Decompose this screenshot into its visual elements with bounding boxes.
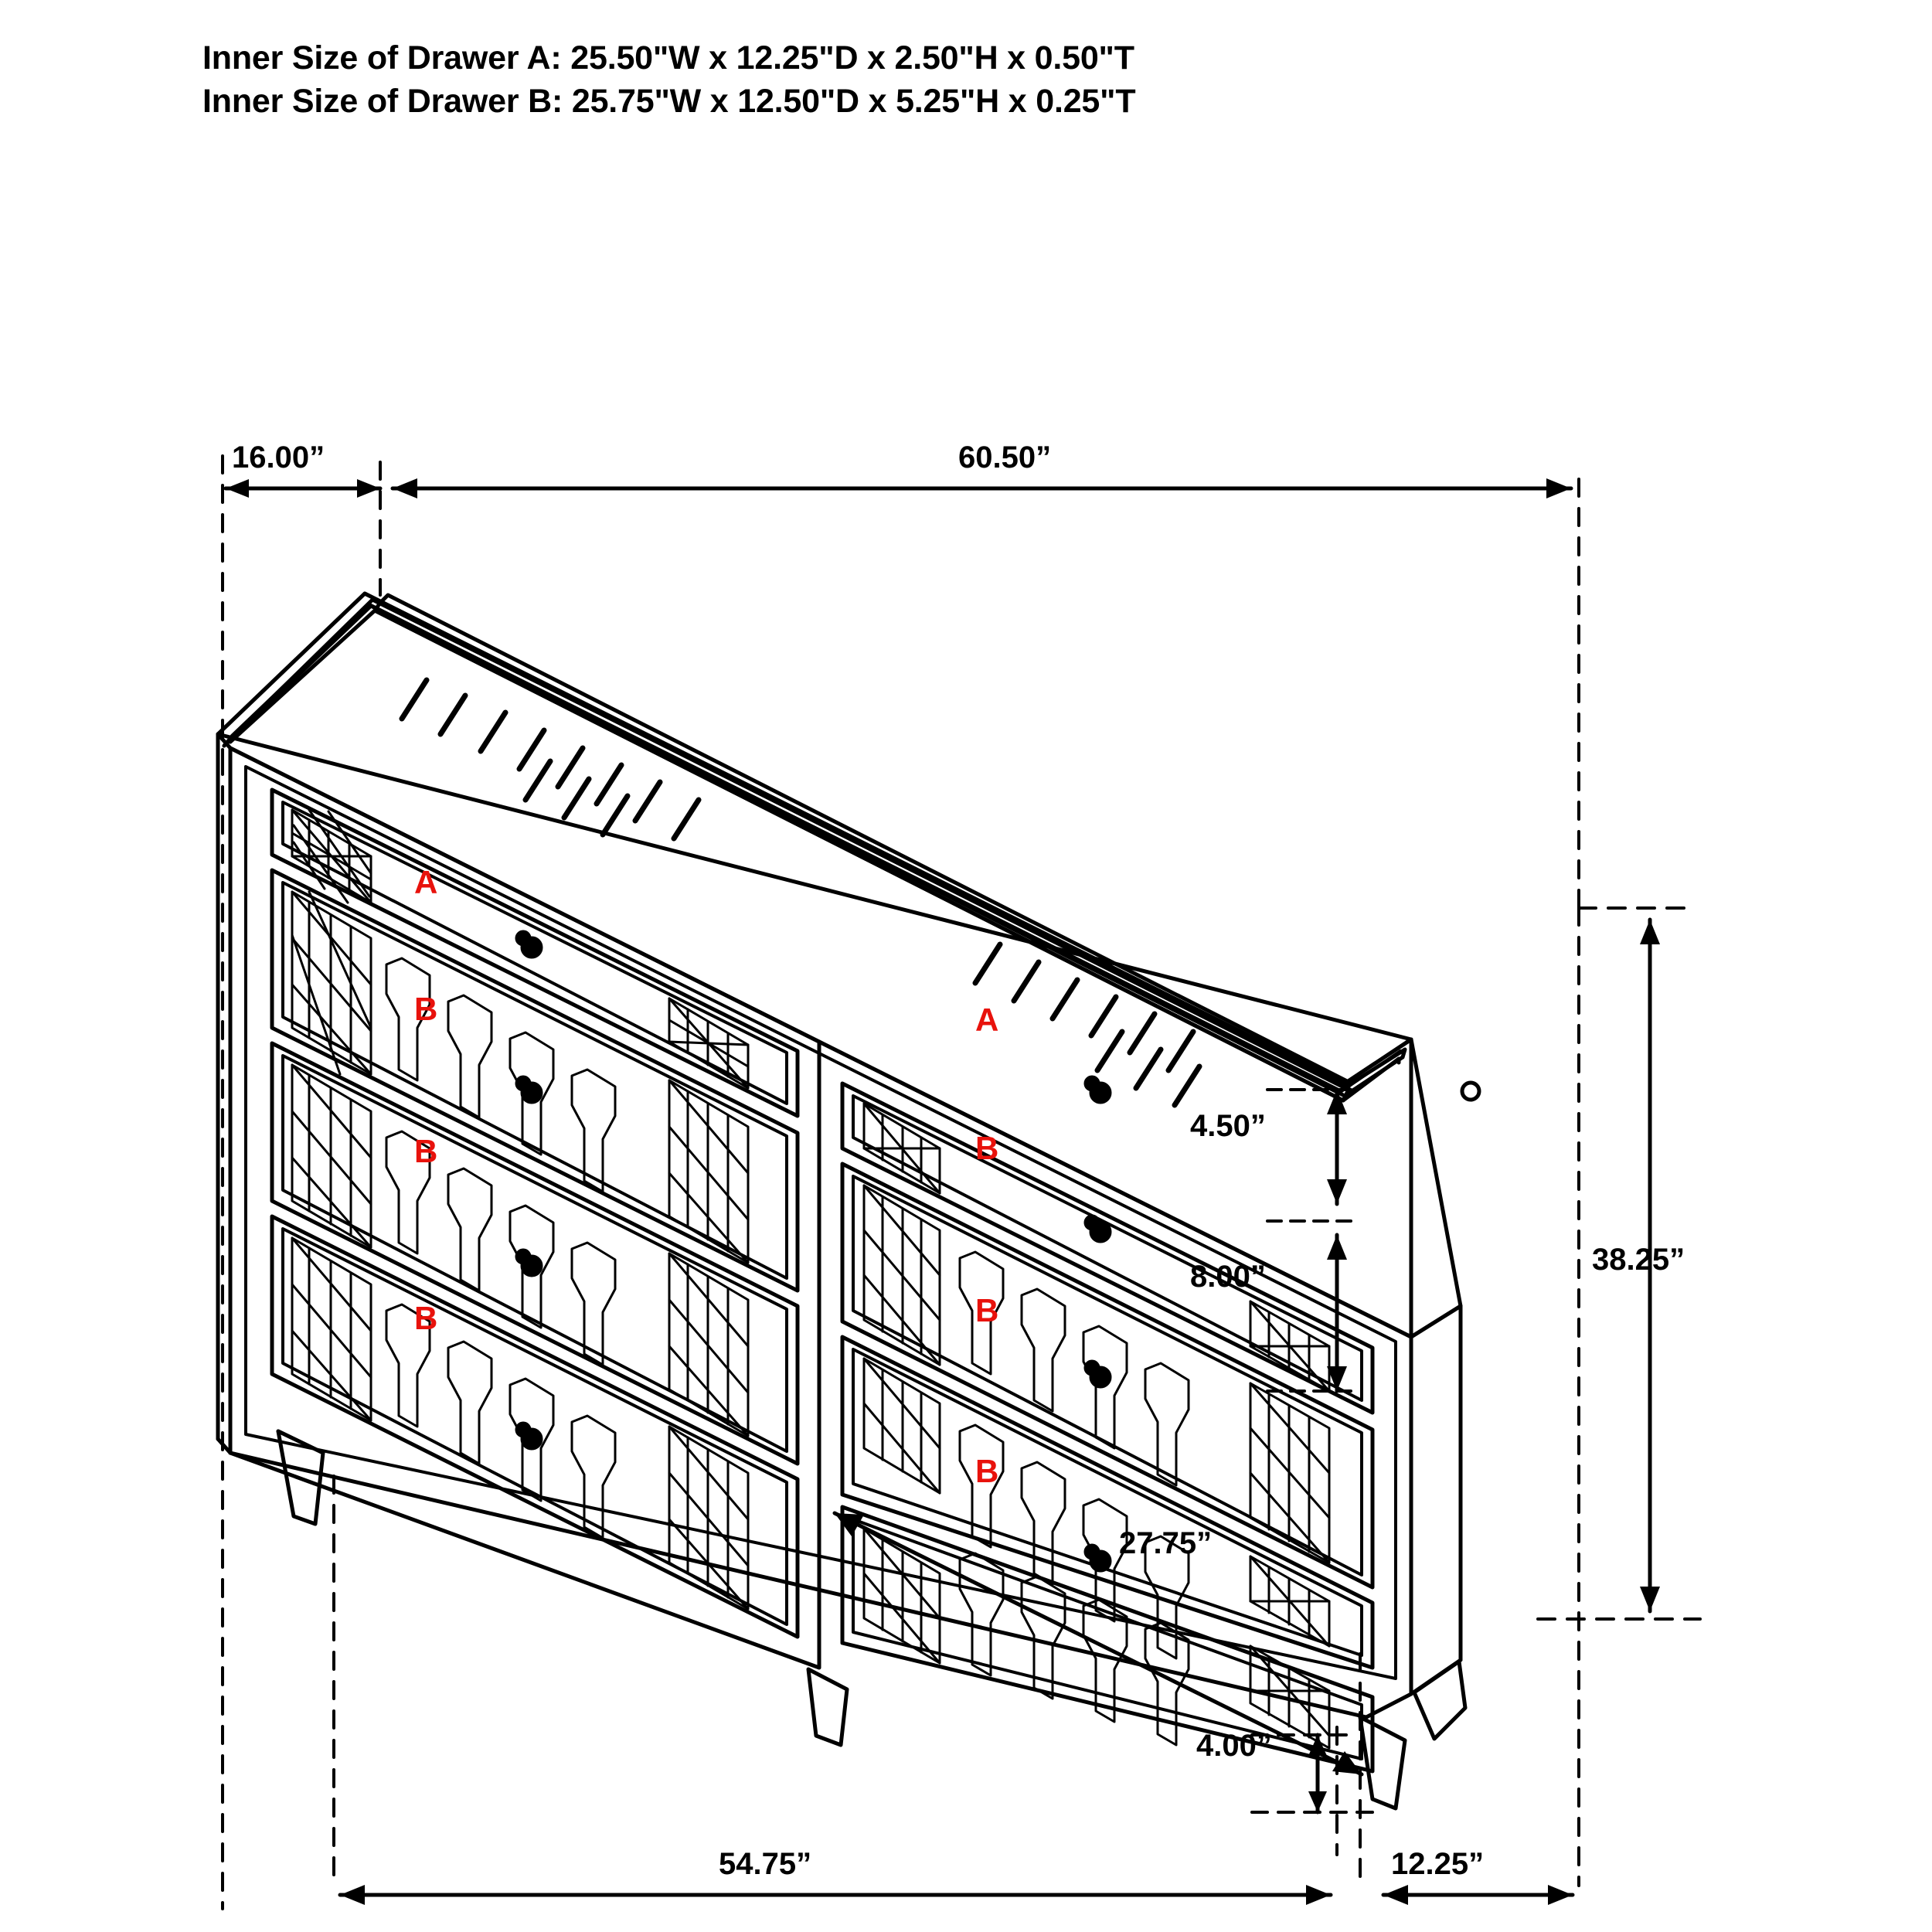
leg-front-right [1360, 1717, 1405, 1808]
drawer-label-right-b1: B [975, 1130, 999, 1166]
drawer-label-right-b3: B [975, 1453, 999, 1489]
label-width-27-75: 27.75” [1119, 1526, 1213, 1560]
label-base-depth-12-25: 12.25” [1391, 1847, 1485, 1881]
drawer-left-b2-inner [283, 1056, 787, 1451]
drawer-face-pattern-left [292, 810, 748, 1609]
label-depth-16: 16.00” [232, 440, 325, 474]
spec-line-drawer-b: Inner Size of Drawer B: 25.75"W x 12.50"D x 5.25"H x 0.25"T [202, 82, 1136, 120]
spec-line-drawer-a: Inner Size of Drawer A: 25.50"W x 12.25"D x 2.50"H x 0.50"T [202, 39, 1134, 77]
drawer-label-left-b2: B [414, 1133, 438, 1169]
label-height-8-00: 8.00” [1190, 1260, 1266, 1294]
drawer-label-right-a: A [975, 1002, 999, 1038]
cabinet-right-side [1411, 1306, 1461, 1694]
drawer-label-left-b3: B [414, 1300, 438, 1336]
drawer-label-left-b1: B [414, 991, 438, 1027]
drawer-label-right-b2: B [975, 1292, 999, 1328]
extension-lines [223, 456, 1700, 1909]
label-leg-height-4-00: 4.00” [1196, 1729, 1272, 1763]
drawer-label-left-a: A [414, 864, 438, 900]
leg-front-middle [808, 1669, 847, 1745]
leg-back-right [1414, 1662, 1465, 1739]
label-width-60-50: 60.50” [958, 440, 1052, 474]
drawer-bottle-motifs-left [386, 958, 615, 1538]
cabinet-top-face [218, 594, 1411, 1083]
label-total-height-38-25: 38.25” [1592, 1243, 1685, 1277]
label-height-4-50: 4.50” [1190, 1109, 1266, 1143]
label-base-width-54-75: 54.75” [719, 1847, 812, 1881]
